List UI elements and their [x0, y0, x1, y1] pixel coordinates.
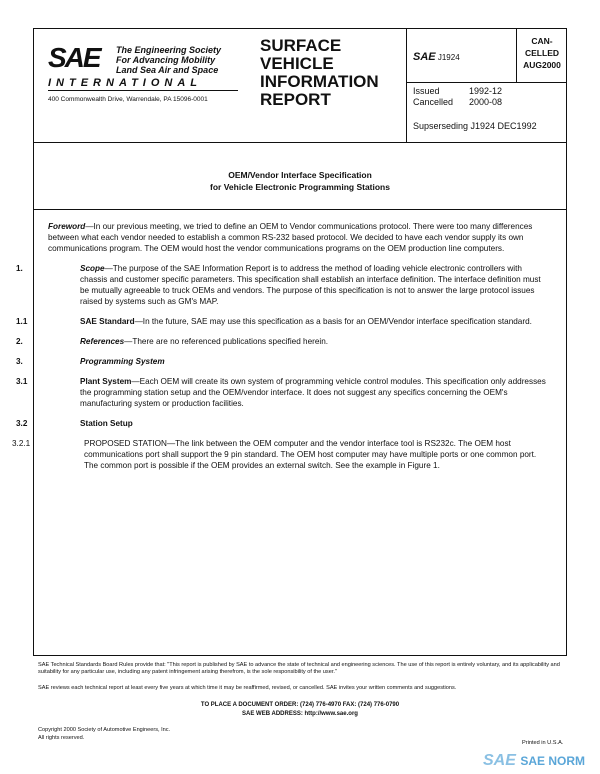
superseding: Supserseding J1924 DEC1992	[413, 121, 537, 131]
cancelled-date: 2000-08	[469, 97, 503, 107]
divider	[34, 209, 566, 210]
address: 400 Commonwealth Drive, Warrendale, PA 15096-0001	[48, 96, 208, 103]
web-address: SAE WEB ADDRESS: http://www.sae.org	[242, 711, 358, 717]
section-heading: Plant System	[80, 377, 132, 386]
cancelled-label: Cancelled	[413, 97, 454, 107]
section-text: —There are no referenced publications specified herein.	[124, 337, 329, 346]
section-number: 3.2	[16, 419, 28, 428]
title-line: for Vehicle Electronic Programming Stations	[210, 182, 390, 192]
section	[48, 221, 548, 254]
tagline-line: The Engineering Society	[116, 45, 222, 55]
title-block	[12, 28, 567, 656]
section-heading: PROPOSED STATION	[84, 439, 167, 448]
document-title	[34, 169, 566, 193]
section-text: —In our previous meeting, we tried to define an OEM to Vendor communications protocol. There were too many differences between what each vendor needed to establish a common RS-232 based protocol. We decided to have each vendor supply its own communications program. The OEM would host the vendor communications programs on the OEM production line computers.	[48, 222, 533, 253]
sae-logo-mark: SAE	[48, 42, 100, 73]
status-line: CAN-	[531, 36, 553, 46]
title-line: SURFACE	[260, 36, 342, 55]
society-tagline	[116, 45, 248, 75]
copyright: Copyright 2000 Society of Automotive Engineers, Inc.	[38, 727, 171, 733]
code-number: J1924	[437, 53, 460, 62]
section-number: 3.	[16, 357, 23, 366]
status-badge	[516, 29, 567, 82]
document-info	[406, 29, 567, 142]
section	[16, 376, 548, 409]
header	[34, 29, 566, 143]
section-heading: Station Setup	[80, 419, 133, 428]
section-number: 3.1	[16, 377, 28, 386]
report-type	[260, 37, 379, 109]
rules-note: SAE Technical Standards Board Rules provide that: "This report is published by SAE to advance the state of technical and engineering sciences. The use of this report is entirely voluntary, and its applicability and suitability for any particular use, including any patent infringement arising therefrom, is the sole responsibility of the user."	[38, 662, 560, 675]
section-number: 2.	[16, 337, 23, 346]
section-heading: Foreword	[48, 222, 86, 231]
section-heading: Programming System	[80, 357, 165, 366]
watermark-text: SAE NORM	[520, 754, 586, 768]
status-line: CELLED	[525, 48, 559, 58]
code-logo: SAE	[413, 51, 436, 63]
section-number: 3.2.1	[12, 439, 31, 448]
section-text: —The purpose of the SAE Information Report is to address the method of loading vehicle electronic controllers with chassis and customer specific parameters. This specification shall establish an interface definition. The interface definition must be mutually agreeable to truck OEMs and vendors. The purpose of this specification is not to answer the large protocol issues raised by systems such as GM's MAP.	[80, 264, 541, 306]
order-info: TO PLACE A DOCUMENT ORDER: (724) 776-4970 FAX: (724) 776-0790	[200, 702, 400, 708]
section-number: 1.	[16, 264, 23, 273]
section-text: —Each OEM will create its own system of programming vehicle control modules. This specification only addresses the programming station setup and the OEM/vendor interface. It does not suggest any specifics concerning the OEM's manufacturing system or production facilities.	[80, 377, 546, 408]
international-label: INTERNATIONAL	[48, 77, 238, 91]
status-line: AUG2000	[523, 60, 561, 70]
section	[16, 336, 548, 347]
document-code	[413, 51, 460, 63]
section-number: 1.1	[16, 317, 28, 326]
document-body	[12, 221, 548, 480]
issued-label: Issued	[413, 86, 440, 96]
issued-date: 1992-12	[469, 86, 503, 96]
section-text: —The link between the OEM computer and the vendor interface tool is RS232c. The OEM host communications port shall support the 9 pin standard. The OEM host computer may have multiple ports or one common port. The common port is possible if the OEM provides an external switch. See the example in Figure 1.	[84, 439, 537, 470]
tagline-line: For Advancing Mobility	[116, 55, 216, 65]
title-line: VEHICLE	[260, 54, 334, 73]
rights: All rights reserved.	[38, 735, 85, 741]
watermark-logo-icon: SAE	[483, 752, 516, 769]
tagline-line: Land Sea Air and Space	[116, 65, 219, 75]
section	[16, 263, 548, 307]
section	[16, 316, 548, 327]
printed: Printed in U.S.A.	[522, 740, 564, 746]
code-cell	[407, 29, 567, 83]
watermark	[483, 752, 585, 770]
section-text: —In the future, SAE may use this specification as a basis for an OEM/Vendor interface specification standard.	[134, 317, 532, 326]
title-line: REPORT	[260, 90, 331, 109]
section-heading: References	[80, 337, 125, 346]
title-line: INFORMATION	[260, 72, 379, 91]
section	[12, 438, 548, 471]
title-line: OEM/Vendor Interface Specification	[228, 170, 372, 180]
review-note: SAE reviews each technical report at least every five years at which time it may be reaffirmed, revised, or cancelled. SAE invites your written comments and suggestions.	[38, 685, 457, 691]
section	[16, 356, 548, 367]
section-heading: Scope	[80, 264, 105, 273]
section-heading: SAE Standard	[80, 317, 135, 326]
dates	[413, 86, 525, 108]
section	[16, 418, 548, 429]
